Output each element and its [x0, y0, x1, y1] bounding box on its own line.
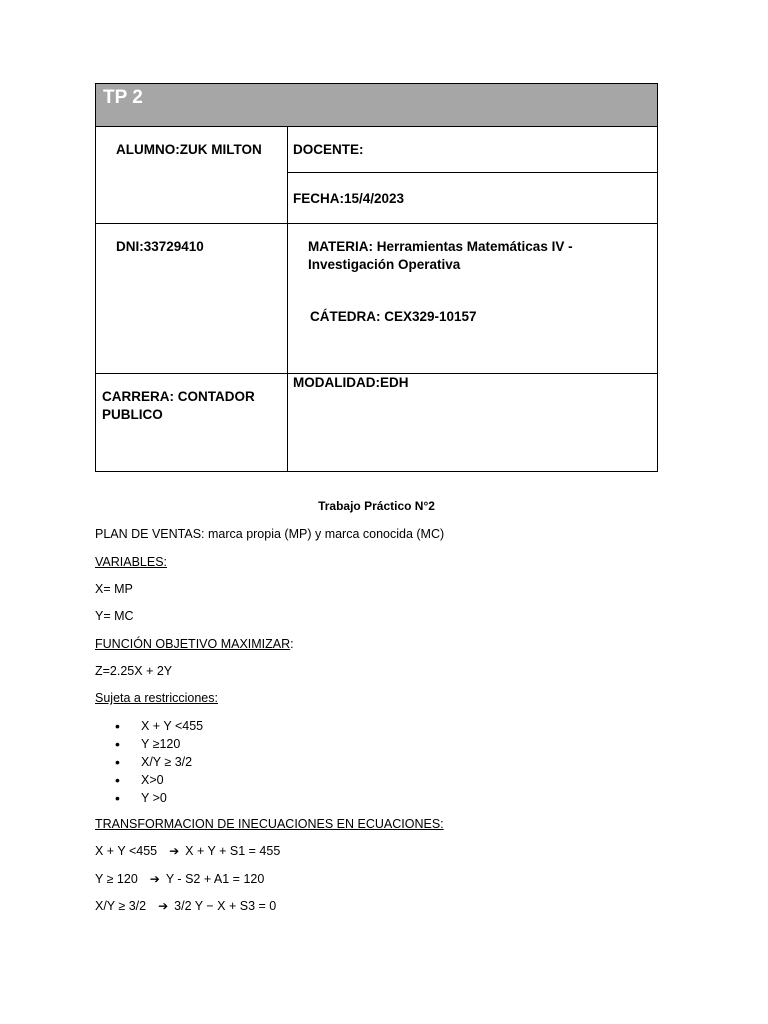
transform-row: [95, 872, 264, 887]
list-item: • Y >0: [115, 789, 203, 807]
plan-text: PLAN DE VENTAS: marca propia (MP) y marca conocida (MC): [95, 527, 445, 541]
objective-heading: [95, 637, 294, 652]
objective-function: Z=2.25X + 2Y: [95, 664, 173, 678]
arrow-right-icon: ➔: [169, 844, 180, 858]
transform-right: Y - S2 + A1 = 120: [165, 872, 265, 886]
constraints-list: [115, 717, 203, 807]
alumno-field: ALUMNO:ZUK MILTON: [116, 142, 262, 157]
header-table: [95, 83, 658, 472]
variable-y: Y= MC: [95, 609, 134, 623]
transform-left: X + Y <455: [95, 844, 158, 858]
title-bar: [96, 84, 657, 127]
list-item: • X>0: [115, 771, 203, 789]
fecha-field: FECHA:15/4/2023: [293, 191, 405, 206]
practice-title: Trabajo Práctico N°2: [318, 499, 435, 513]
materia-line: MATERIA: Herramientas Matemáticas IV -: [308, 239, 573, 254]
variables-heading: VARIABLES:: [95, 555, 168, 569]
transform-row: [95, 899, 276, 914]
arrow-right-icon: ➔: [149, 872, 160, 886]
modalidad-field: MODALIDAD:EDH: [293, 375, 409, 390]
table-divider: [96, 223, 657, 224]
transform-right: X + Y + S1 = 455: [185, 844, 281, 858]
transform-row: [95, 844, 280, 859]
transform-heading: TRANSFORMACION DE INECUACIONES EN ECUACIONES:: [95, 817, 444, 831]
materia-field: [308, 238, 573, 274]
table-divider: [287, 126, 288, 472]
carrera-line: PUBLICO: [102, 407, 163, 422]
carrera-field: [102, 388, 255, 424]
list-item: • X/Y ≥ 3/2: [115, 753, 203, 771]
objective-heading-text: FUNCIÓN OBJETIVO MAXIMIZAR: [95, 637, 291, 651]
objective-colon: :: [290, 637, 294, 651]
catedra-field: CÁTEDRA: CEX329-10157: [310, 309, 477, 324]
docente-field: DOCENTE:: [293, 142, 364, 157]
variable-x: X= MP: [95, 582, 133, 596]
list-item: • X + Y <455: [115, 717, 203, 735]
list-item: • Y ≥120: [115, 735, 203, 753]
table-divider: [287, 172, 657, 173]
transform-right: 3/2 Y − X + S3 = 0: [174, 899, 277, 913]
transform-left: X/Y ≥ 3/2: [95, 899, 147, 913]
arrow-right-icon: ➔: [158, 899, 169, 913]
transform-left: Y ≥ 120: [95, 872, 138, 886]
doc-title: TP 2: [103, 87, 143, 108]
carrera-line: CARRERA: CONTADOR: [102, 389, 255, 404]
constraints-heading: Sujeta a restricciones:: [95, 691, 218, 705]
materia-line: Investigación Operativa: [308, 257, 461, 272]
dni-field: DNI:33729410: [116, 239, 204, 254]
